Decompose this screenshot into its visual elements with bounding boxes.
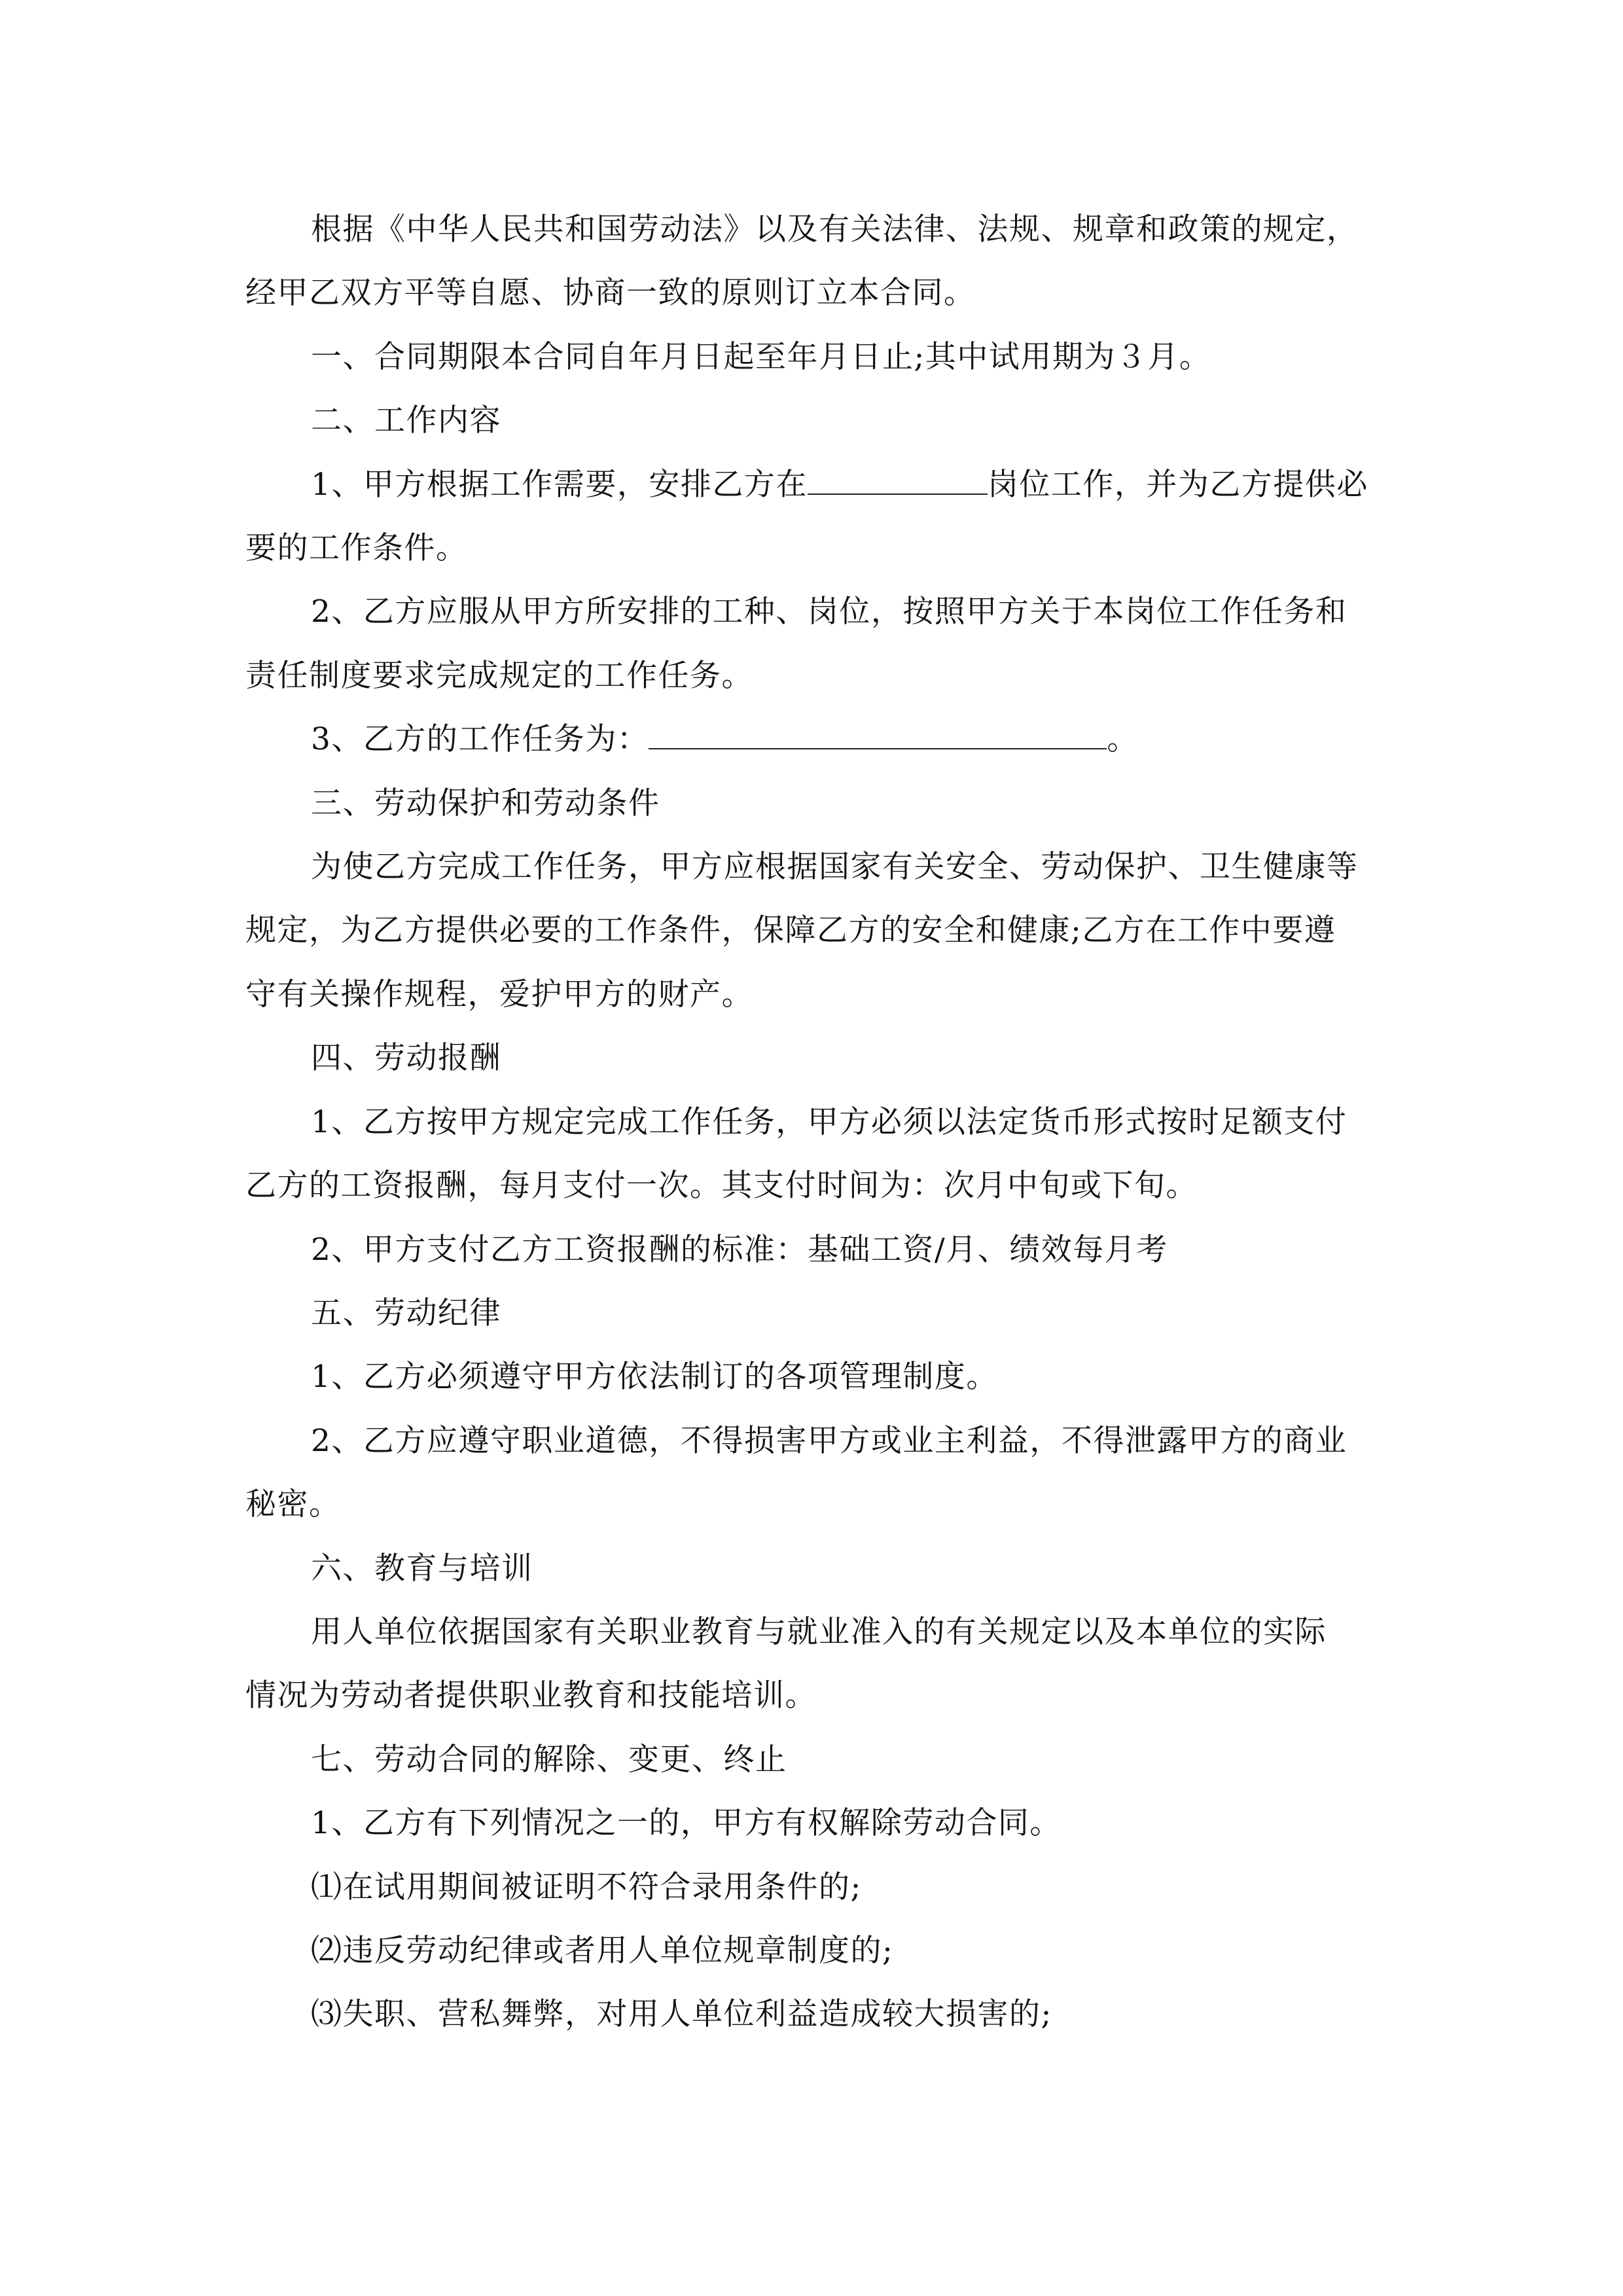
paragraph-line: 守有关操作规程，爱护甲方的财产。 bbox=[245, 976, 753, 1013]
paragraph-line: 2、乙方应服从甲方所安排的工种、岗位，按照甲方关于本岗位工作任务和 bbox=[311, 594, 1347, 630]
paragraph-line: 经甲乙双方平等自愿、协商一致的原则订立本合同。 bbox=[245, 275, 976, 312]
paragraph-line: 规定，为乙方提供必要的工作条件，保障乙方的安全和健康;乙方在工作中要遵 bbox=[245, 912, 1336, 949]
paragraph-line: 责任制度要求完成规定的工作任务。 bbox=[245, 657, 753, 694]
section-heading-training: 六、教育与培训 bbox=[311, 1550, 533, 1587]
paragraph-line: 要的工作条件。 bbox=[245, 530, 468, 567]
task-blank-field bbox=[649, 722, 1107, 749]
paragraph-line bbox=[245, 453, 1384, 516]
paragraph-line: 2、甲方支付乙方工资报酬的标准：基础工资/月、绩效每月考 bbox=[311, 1231, 1168, 1268]
text-span: 3、乙方的工作任务为： bbox=[311, 721, 649, 758]
text-span: 1、甲方根据工作需要，安排乙方在 bbox=[311, 466, 808, 503]
section-heading-work-content: 二、工作内容 bbox=[311, 403, 501, 439]
paragraph-line: 乙方的工资报酬，每月支付一次。其支付时间为：次月中旬或下旬。 bbox=[245, 1168, 1198, 1204]
section-heading-labor-protection: 三、劳动保护和劳动条件 bbox=[311, 785, 660, 821]
text-span: 。 bbox=[1107, 721, 1139, 758]
text-span: 岗位工作，并为乙方提供必 bbox=[987, 466, 1368, 503]
position-blank-field bbox=[808, 467, 988, 495]
section-heading-discipline: 五、劳动纪律 bbox=[311, 1295, 501, 1331]
paragraph-line: 情况为劳动者提供职业教育和技能培训。 bbox=[245, 1677, 817, 1714]
list-item: ⑵违反劳动纪律或者用人单位规章制度的; bbox=[311, 1932, 894, 1969]
list-item: ⑴在试用期间被证明不符合录用条件的; bbox=[311, 1869, 862, 1905]
paragraph-line: 2、乙方应遵守职业道德，不得损害甲方或业主利益，不得泄露甲方的商业 bbox=[311, 1422, 1347, 1459]
paragraph-line: 1、乙方必须遵守甲方依法制订的各项管理制度。 bbox=[311, 1359, 998, 1395]
paragraph-line: 为使乙方完成工作任务，甲方应根据国家有关安全、劳动保护、卫生健康等 bbox=[311, 849, 1359, 886]
paragraph-line: 1、乙方按甲方规定完成工作任务，甲方必须以法定货币形式按时足额支付 bbox=[311, 1103, 1347, 1140]
section-contract-term: 一、合同期限本合同自年月日起至年月日止;其中试用期为３月。 bbox=[311, 338, 1211, 375]
list-item: ⑶失职、营私舞弊，对用人单位利益造成较大损害的; bbox=[311, 1996, 1052, 2033]
paragraph-line: 1、乙方有下列情况之一的，甲方有权解除劳动合同。 bbox=[311, 1805, 1061, 1842]
paragraph-line bbox=[245, 708, 1384, 771]
paragraph-line: 根据《中华人民共和国劳动法》以及有关法律、法规、规章和政策的规定， bbox=[311, 211, 1359, 247]
paragraph-line: 用人单位依据国家有关职业教育与就业准入的有关规定以及本单位的实际 bbox=[311, 1613, 1327, 1650]
paragraph-line: 秘密。 bbox=[245, 1486, 341, 1523]
section-heading-termination: 七、劳动合同的解除、变更、终止 bbox=[311, 1741, 787, 1778]
section-heading-remuneration: 四、劳动报酬 bbox=[311, 1040, 501, 1077]
contract-body bbox=[245, 198, 1384, 2047]
